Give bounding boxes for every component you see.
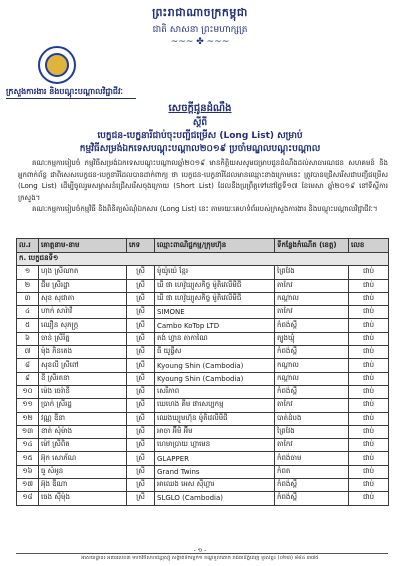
section-label: ក. បេក្ខជនទី១ (17, 253, 389, 266)
cell-no: ៦ (17, 332, 39, 345)
cell-no: ១៦ (17, 465, 39, 478)
document-header (0, 6, 400, 47)
cell-status: ជាប់ (349, 452, 389, 465)
cell-status: ជាប់ (349, 292, 389, 305)
cell-name: ហាក់ សារ៉ាវី (39, 306, 127, 319)
cell-company: ឃេហេង គីម ផាសេប្បកម្ម (155, 399, 275, 412)
notice-subtitle-line1: បេក្ខជន-បេក្ខនារីជាប់ចុះបញ្ជីជម្រើស (Long List) សម្រាប់ (97, 131, 303, 141)
notice-title: សេចក្តីជូនដំណឹង (168, 103, 232, 114)
table-row (17, 319, 389, 332)
cell-no: ១ (17, 266, 39, 279)
table-row (17, 425, 389, 438)
cell-sex: ស្រី (127, 359, 155, 372)
cell-company: អាចា អ៊ីមិ អ៊ឹម (155, 425, 275, 438)
cell-province: តាកែវ (275, 279, 349, 292)
cell-province: កំពង់ស្ពឺ (275, 385, 349, 398)
cell-no: ២ (17, 279, 39, 292)
cell-no: ៧ (17, 346, 39, 359)
table-row (17, 332, 389, 345)
table-row (17, 292, 389, 305)
national-motto: ជាតិ សាសនា ព្រះមហាក្សត្រ (152, 25, 248, 35)
cell-province: កណ្តាល (275, 359, 349, 372)
cell-company: ឃី ផា ហេវ៉ូឃ្យូសកិច្ច ម៉ូតិវេលីមីជី (155, 279, 275, 292)
cell-province: កណ្តាល (275, 292, 349, 305)
header-province: ទីកន្លែងកំណើត (ខេត្ត) (275, 239, 349, 253)
cell-no: ៩ (17, 372, 39, 385)
cell-company: Grand Twins (155, 465, 275, 478)
cell-name: ម៉ៅ ស្រីពិត (39, 439, 127, 452)
cell-company: ម៉ូយ៉ូយ៉េ ខ្មែរ (155, 266, 275, 279)
cell-sex: ស្រី (127, 439, 155, 452)
cell-sex: ស្រី (127, 412, 155, 425)
ministry-name: ក្រសួងការងារ និងបណ្តុះបណ្តាលវិជ្ជាជីវៈ (6, 87, 123, 96)
cell-status: ជាប់ (349, 346, 389, 359)
cell-company: អាឈេង អេស ស៊ីហ្គារ (155, 479, 275, 492)
cell-no: ១០ (17, 385, 39, 398)
table-row (17, 439, 389, 452)
table-row (17, 385, 389, 398)
cell-status: ជាប់ (349, 465, 389, 478)
cell-no: ១២ (17, 412, 39, 425)
footer-address: អាសយដ្ឋាន៖ អគារលេខ៣ មហាវិថីសហព័ន្ធរុស្ស៊ី សង្កាត់ទឹកល្អក់១ ខណ្ឌទួលគោក រាជធានីភ្នំពេញ ទូរស័ព្ទ៖ (០២៣) ៨៨៤ ៣៧៥ (81, 555, 319, 561)
cell-sex: ស្រី (127, 465, 155, 478)
table-row (17, 306, 389, 319)
header-ornament: ~~~ ✤ ~~~ (170, 37, 230, 47)
cell-name: ប្រាក់ ស្រីរដ្ឋ (39, 399, 127, 412)
cell-status: ជាប់ (349, 306, 389, 319)
table-row (17, 452, 389, 465)
cell-status: ជាប់ (349, 319, 389, 332)
cell-no: ១៥ (17, 452, 39, 465)
cell-province: បាត់ដំបង (275, 412, 349, 425)
table-row (17, 359, 389, 372)
page-number: - ១ - (193, 547, 207, 554)
logo-emblem (45, 53, 69, 77)
cell-province: ព្រៃវែង (275, 266, 349, 279)
body-paragraph-1: គណៈកម្មការរៀបចំ កម្មវិធីសម្រង់ឯកទេសបណ្តុះបណ្តាលឆ្នាំ២០១៩ មានកិត្តិយសសូមជម្រាបជូនដំណឹងដល់សាធារណជន សហគមន៍ និងអ្នកពាក់ព័ន្ធ ជាពិសេសបេក្ខជន-បេក្ខនារីដែលបានដាក់ពាក្យ ថា បេក្ខជន-បេក្ខនារីដែលមានឈ្មោះខាងក្រោមនេះ ត្រូវបានជ្រើសរើសជាបញ្ជីជម្រើស (Long List) ដើម្បីចូលរួមសម្ភាសន៍ជ្រើសរើសចុងក្រោយ (Short List) ដែលនឹងប្រព្រឹត្តទៅនៅថ្ងៃទី១៧ ខែមេសា ឆ្នាំ២០១៩ នៅទីស្តីការក្រសួង។ (18, 159, 388, 202)
cell-name: វណ្ណ ឌីនា (39, 412, 127, 425)
notice-subject: ស្តីពី (192, 118, 208, 128)
cell-sex: ស្រី (127, 479, 155, 492)
table-section-row (17, 253, 389, 266)
cell-status: ជាប់ (349, 412, 389, 425)
cell-name: ចាន់ ស្រីរ័ត្ន (39, 332, 127, 345)
cell-name: សុខ សុជាតា (39, 292, 127, 305)
cell-name: អ៊ុង ឌីណា (39, 479, 127, 492)
cell-sex: ស្រី (127, 332, 155, 345)
table-header-row (17, 239, 389, 253)
cell-company: Kyoung Shin (Cambodia) (155, 359, 275, 372)
cell-sex: ស្រី (127, 385, 155, 398)
cell-name: ម៉េង ចេរ៉ានី (39, 385, 127, 398)
cell-status: ជាប់ (349, 492, 389, 505)
cell-province: តាកែវ (275, 399, 349, 412)
table-row (17, 479, 389, 492)
cell-sex: ស្រី (127, 306, 155, 319)
cell-province: កំពង់ស្ពឺ (275, 479, 349, 492)
cell-province: កណ្តាល (275, 372, 349, 385)
cell-no: ១៤ (17, 439, 39, 452)
cell-province: តាកែវ (275, 439, 349, 452)
candidate-table-wrapper (16, 238, 388, 506)
candidate-table (16, 238, 389, 506)
cell-company: ធី យូធ្វីស (155, 346, 275, 359)
cell-status: ជាប់ (349, 399, 389, 412)
cell-province: កំពង់ស្ពឺ (275, 319, 349, 332)
cell-status: ជាប់ (349, 425, 389, 438)
table-row (17, 492, 389, 505)
cell-status: ជាប់ (349, 439, 389, 452)
cell-province: តាកែវ (275, 306, 349, 319)
cell-province: ត្បូងឃ្មុំ (275, 332, 349, 345)
table-row (17, 346, 389, 359)
cell-no: ១៧ (17, 479, 39, 492)
cell-no: ៣ (17, 292, 39, 305)
cell-status: ជាប់ (349, 279, 389, 292)
header-company: ឈ្មោះពាណិជ្ជកម្ម/ក្រុមហ៊ុន (155, 239, 275, 253)
cell-name: ខាត់ សុំម៉ាង (39, 425, 127, 438)
cell-company: ហេមាប្រាយ ហ្គាមេន (155, 439, 275, 452)
cell-name: ម៉ុង ភិនតេង (39, 346, 127, 359)
cell-name: សុខលី ស្រីពៅ (39, 359, 127, 372)
cell-status: ជាប់ (349, 479, 389, 492)
cell-status: ជាប់ (349, 372, 389, 385)
cell-name: អ៊ុក សោភ័ណ (39, 452, 127, 465)
cell-status: ជាប់ (349, 385, 389, 398)
cell-company: SIMONE (155, 306, 275, 319)
cell-sex: ស្រី (127, 292, 155, 305)
cell-no: ៤ (17, 306, 39, 319)
cell-sex: ស្រី (127, 266, 155, 279)
body-paragraph-2: គណៈកម្មការរៀបចំកម្មវិធី និងពិនិត្យសំណុំឯកសារ (Long List) នេះ តាមរយៈគេហទំព័ររបស់ក្រសួងការងារ និងបណ្តុះបណ្តាលវិជ្ជាជីវៈ។ (32, 205, 378, 213)
cell-no: ១៨ (17, 492, 39, 505)
header-no: ល.រ (17, 239, 39, 253)
cell-name: ធួ សំអូន (39, 465, 127, 478)
cell-company: Kyoung Shin (Cambodia) (155, 372, 275, 385)
cell-province: កំពង់ចាម (275, 452, 349, 465)
notice-subtitle-line2: កម្មវិធីសម្រង់ឯកទេសបណ្តុះបណ្តាល២០១៩ ប្រចាំមណ្ឌលបណ្តុះបណ្តាល (79, 144, 321, 154)
cell-no: ១៣ (17, 425, 39, 438)
table-row (17, 399, 389, 412)
cell-name: ជឹម ស្រីរដ្ឋា (39, 279, 127, 292)
header-sex: ភេទ (127, 239, 155, 253)
cell-status: ជាប់ (349, 332, 389, 345)
cell-company: តង់ ហ្វាន តាកាណៃ (155, 332, 275, 345)
header-name: គោត្តនាម-នាម (39, 239, 127, 253)
ministry-divider (6, 98, 136, 99)
cell-company: សេរីភាព (155, 385, 275, 398)
header-status: លេខ (349, 239, 389, 253)
cell-status: ជាប់ (349, 359, 389, 372)
cell-sex: ស្រី (127, 346, 155, 359)
ministry-logo-icon (38, 46, 76, 84)
cell-province: កំពង់ស្ពឺ (275, 492, 349, 505)
cell-sex: ស្រី (127, 372, 155, 385)
table-row (17, 372, 389, 385)
table-row (17, 266, 389, 279)
cell-name: ខី ស្រីរតនា (39, 372, 127, 385)
footer-divider (16, 553, 388, 554)
cell-sex: ស្រី (127, 279, 155, 292)
cell-company: Cambo KoTop LTD (155, 319, 275, 332)
cell-company: ឈេងឃ្យូមហ៊ុន ម៉ូតិវេលីមីជី (155, 412, 275, 425)
table-row (17, 279, 389, 292)
cell-sex: ស្រី (127, 319, 155, 332)
notice-body (18, 158, 388, 216)
cell-name: ចេង ស៊ីម៉ុង (39, 492, 127, 505)
table-row (17, 465, 389, 478)
cell-sex: ស្រី (127, 425, 155, 438)
table-row (17, 412, 389, 425)
cell-status: ជាប់ (349, 266, 389, 279)
cell-province: កំពង់ស្ពឺ (275, 346, 349, 359)
cell-no: ៥ (17, 319, 39, 332)
table-body (17, 253, 389, 506)
cell-no: ៨ (17, 359, 39, 372)
cell-company: GLAPPER (155, 452, 275, 465)
cell-sex: ស្រី (127, 492, 155, 505)
cell-province: ព្រៃវែង (275, 425, 349, 438)
kingdom-title: ព្រះរាជាណាចក្រកម្ពុជា (152, 6, 248, 19)
cell-name: ឈឿន សុភក្ត្រ (39, 319, 127, 332)
cell-no: ១១ (17, 399, 39, 412)
cell-name: ហុង ស្រីណាត (39, 266, 127, 279)
cell-sex: ស្រី (127, 399, 155, 412)
cell-company: SLGLO (Cambodia) (155, 492, 275, 505)
cell-sex: ស្រី (127, 452, 155, 465)
cell-company: ឃី ផា ហេវ៉ូឃ្យូសកិច្ច ម៉ូតិវេលីមីជី (155, 292, 275, 305)
cell-province: កំពត (275, 465, 349, 478)
